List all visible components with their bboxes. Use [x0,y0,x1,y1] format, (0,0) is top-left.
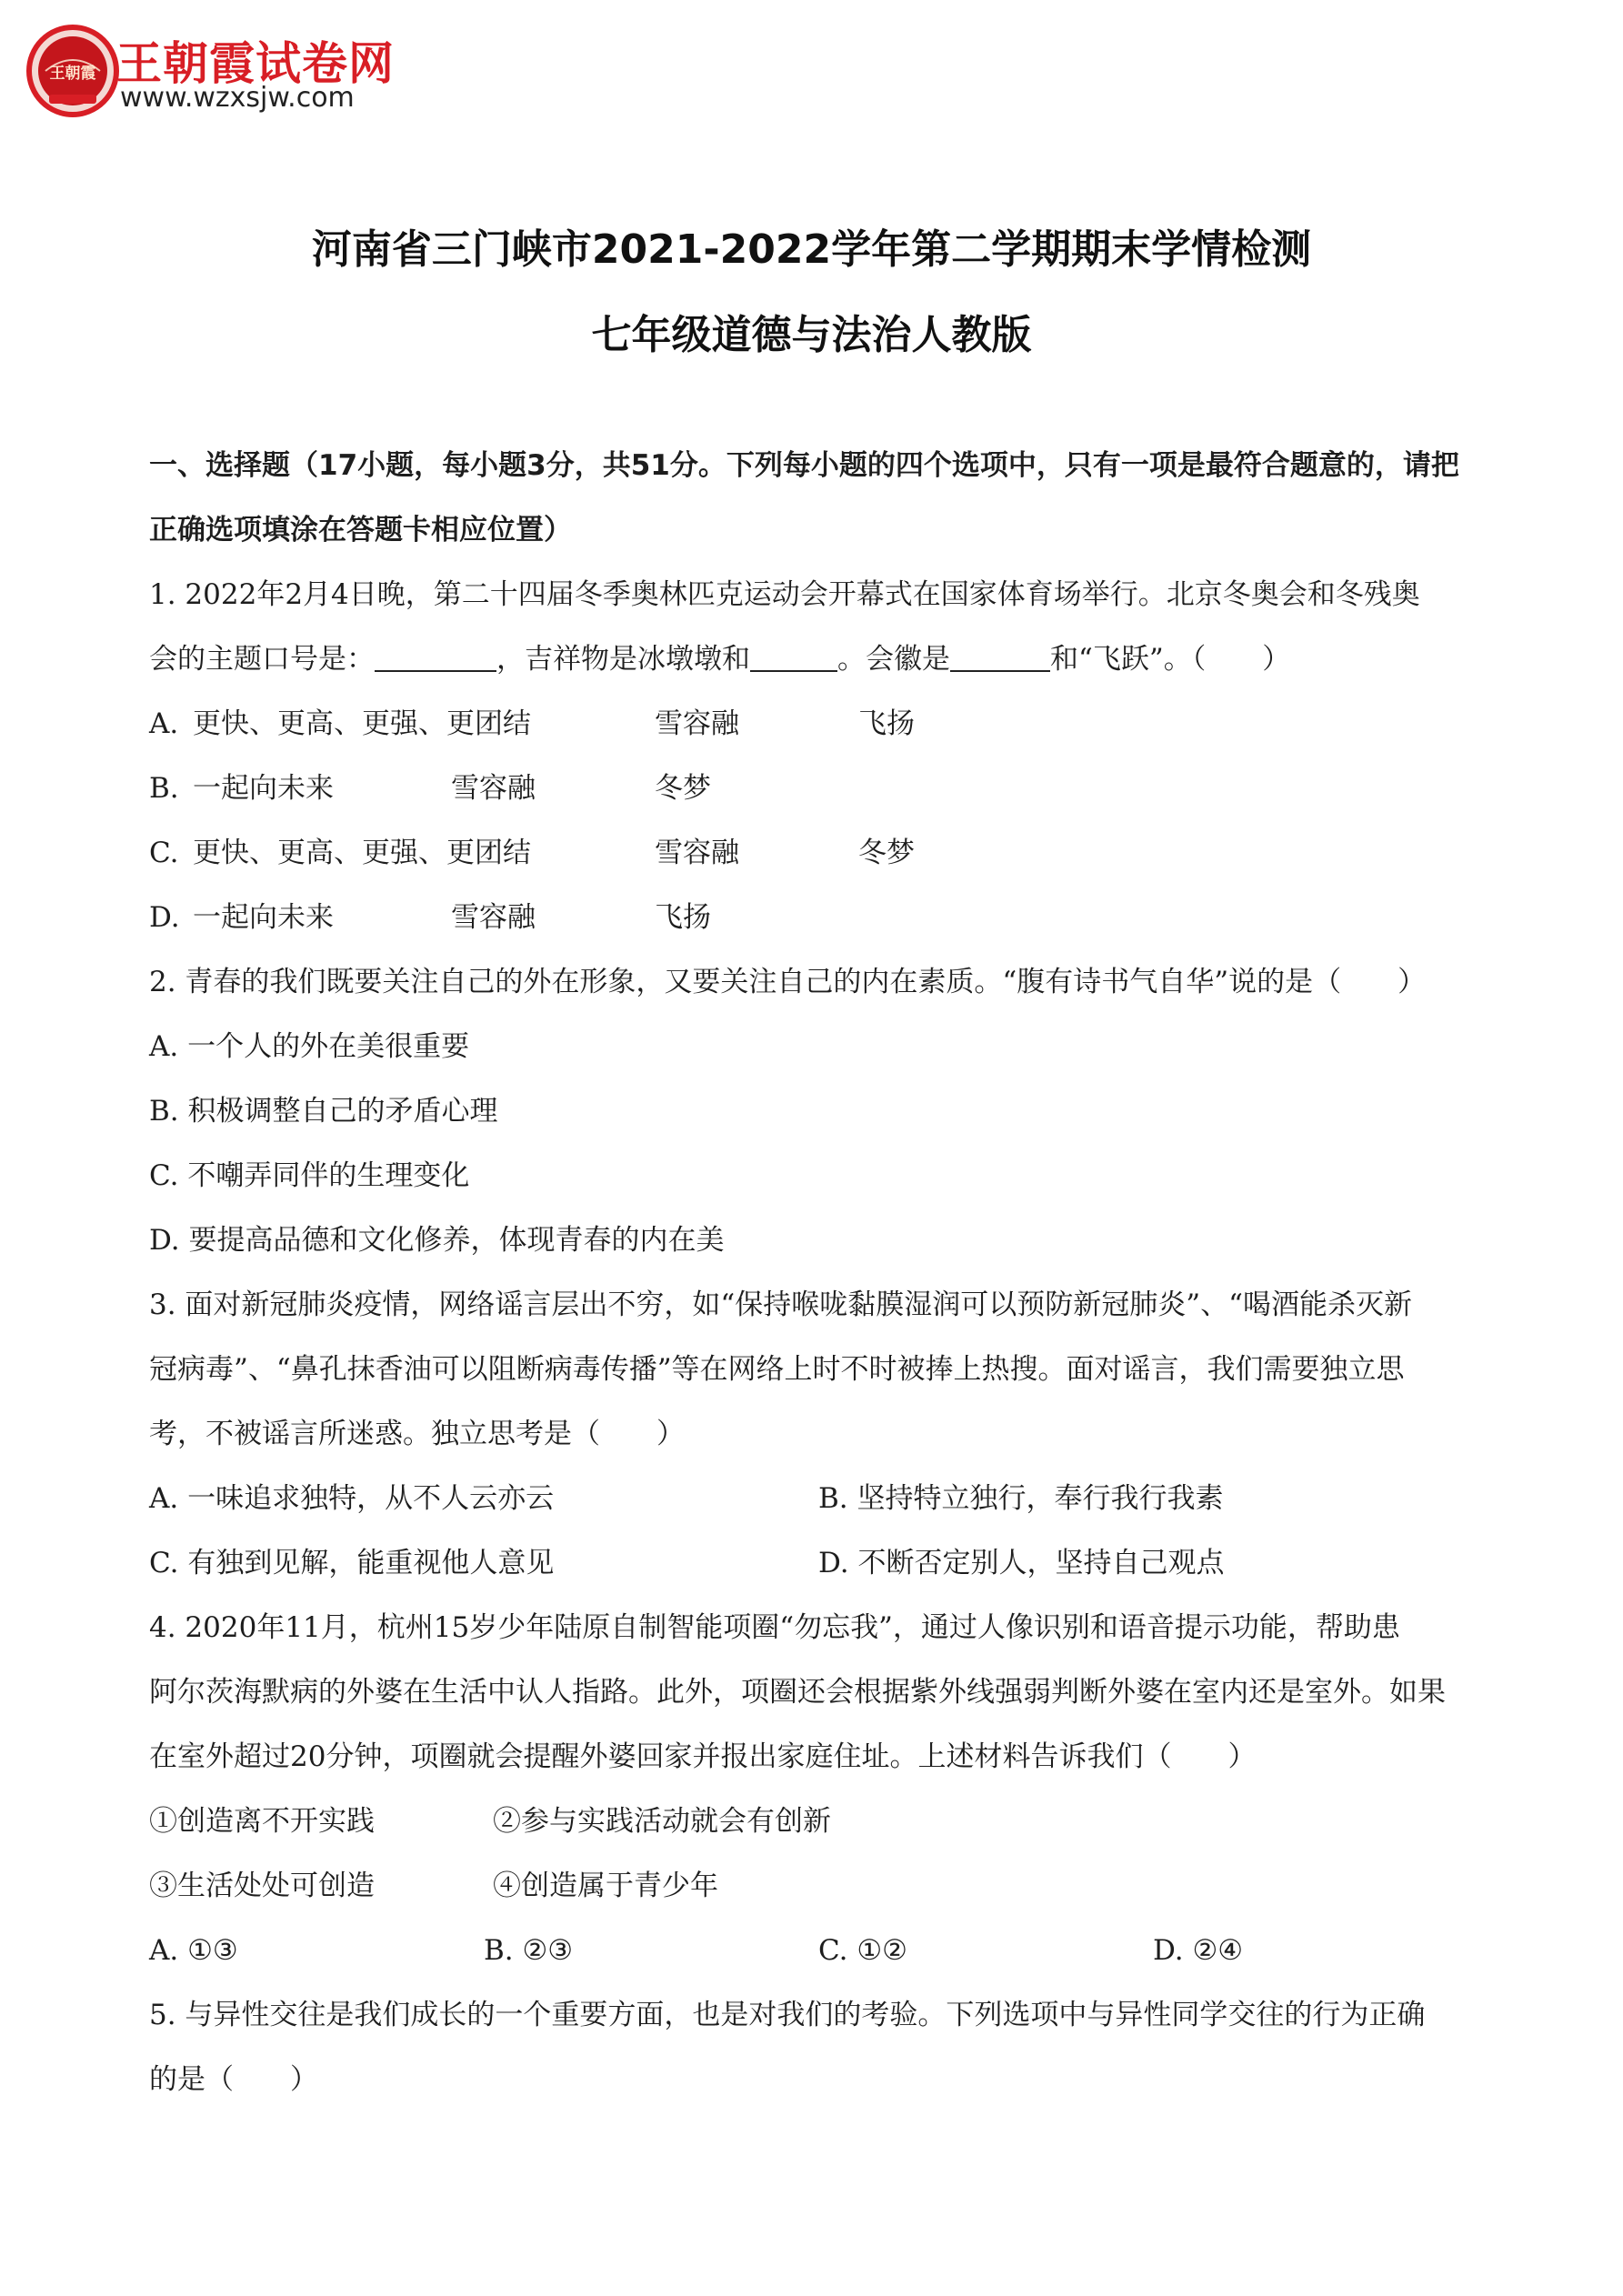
site-url[interactable]: www.wzxsjw.com [120,82,355,114]
question-3-stem-cont: 冠病毒”、“鼻孔抹香油可以阻断病毒传播”等在网络上时不时被捧上热搜。面对谣言，我们需要独立思 [149,1353,1405,1386]
question-2-option-b: B. 积极调整自己的矛盾心理 [149,1095,498,1128]
exam-title: 河南省三门峡市2021-2022学年第二学期期末学情检测 [311,226,1312,273]
question-3-option-c: C. 有独到见解，能重视他人意见 [149,1547,555,1579]
exam-page: 王朝霞 王朝霞试卷网 www.wzxsjw.com 河南省三门峡市2021-2022学年第二学期期末学情检测 七年级道德与法治人教版 一、选择题（17小题，每小题3分，共51分。下列每小题的四个选项中，只有一项是最符合题意的，请把 正确选项填涂在答题卡相应位置） 1. 2022年2月4日晚，第二十四届冬季奥林匹克运动会开幕式在国家体育场举行。北京冬奥会和冬残奥 会的主题口号是： ，吉祥物是冰墩墩和 。会徽是 和“飞跃”。（ ） A. 更快、更高、更强、更团结 雪容融 飞扬 B. 一起向未来 雪容融 冬梦 C. 更快、更高、更强、更团结 雪容融 冬梦 D. 一起向未来 雪容融 飞扬 2. 青春的我们既要关注自己的外在形象，又要关注自己的内在素质。“腹有诗书气自华”说的是（ ） A. 一个人的外在美很重要 B. 积极调整自己的矛盾心理 C. 不嘲弄同伴的生理变化 D. 要提高品德和文化修养，体现青春的内在美 3. 面对新冠肺炎疫情，网络谣言层出不穷，如“保持喉咙黏膜湿润可以预防新冠肺炎”、“喝酒能杀灭新 冠病毒”、“鼻孔抹香油可以阻断病毒传播”等在网络上时不时被捧上热搜。面对谣言，我们需要独立思 考，不被谣言所迷惑。独立思考是（ ） A. 一味追求独特，从不人云亦云 B. 坚持特立独行，奉行我行我素 C. 有独到见解，能重视他人意见 D. 不断否定别人，坚持自己观点 4. 2020年11月，杭州15岁少年陆原自制智能项圈“勿忘我”，通过人像识别和语音提示功能，帮助患 阿尔茨海默病的外婆在生活中认人指路。此外，项圈还会根据紫外线强弱判断外婆在室内还是室外。如果 在室外超过20分钟，项圈就会提醒外婆回家并报出家庭住址。上述材料告诉我们（ ） ①创造离不开实践 ②参与实践活动就会有创新 ③生活处处可创造 ④创造属于青少年 A. ①③ B. ②③ C. ①② D. ②④ 5. 与异性交往是我们成长的一个重要方面，也是对我们的考验。下列选项中与异性同学交往的行为正确 的是（ ） [0,0,1623,2296]
question-2-stem: 2. 青春的我们既要关注自己的外在形象，又要关注自己的内在素质。“腹有诗书气自华”说的是（ ） [149,966,1427,998]
seal-logo-icon [25,24,120,118]
question-2-option-a: A. 一个人的外在美很重要 [149,1030,470,1063]
statement-4: ④创造属于青少年 [493,1870,718,1902]
question-4-option-b: B. ②③ [484,1934,574,1967]
question-2-option-c: C. 不嘲弄同伴的生理变化 [149,1159,470,1192]
site-name: 王朝霞试卷网 [116,37,395,90]
question-3-option-d: D. 不断否定别人，坚持自己观点 [818,1547,1225,1579]
question-1-stem-cont: 会的主题口号是： ，吉祥物是冰墩墩和 。会徽是 和“飞跃”。（ ） [149,643,1291,676]
question-4-option-d: D. ②④ [1153,1934,1244,1967]
question-4-stem-end: 在室外超过20分钟，项圈就会提醒外婆回家并报出家庭住址。上述材料告诉我们（ ） [149,1740,1257,1773]
question-4-stem: 4. 2020年11月，杭州15岁少年陆原自制智能项圈“勿忘我”，通过人像识别和语音提示功能，帮助患 [149,1611,1400,1644]
statement-1: ①创造离不开实践 [149,1805,375,1838]
section-heading-cont: 正确选项填涂在答题卡相应位置） [149,514,572,546]
question-3-stem: 3. 面对新冠肺炎疫情，网络谣言层出不穷，如“保持喉咙黏膜湿润可以预防新冠肺炎”、“喝酒能杀灭新 [149,1288,1412,1321]
answer-blank [375,643,496,672]
answer-blank [950,643,1050,672]
question-5-stem-end: 的是（ ） [149,2063,318,2096]
question-4-option-c: C. ①② [818,1934,907,1967]
site-logo[interactable] [25,22,407,122]
exam-subtitle: 七年级道德与法治人教版 [591,312,1032,358]
question-3-option-b: B. 坚持特立独行，奉行我行我素 [818,1482,1224,1515]
statement-3: ③生活处处可创造 [149,1870,375,1902]
section-heading: 一、选择题（17小题，每小题3分，共51分。下列每小题的四个选项中，只有一项是最符合题意的，请把 [149,449,1459,482]
question-1-stem: 1. 2022年2月4日晚，第二十四届冬季奥林匹克运动会开幕式在国家体育场举行。北京冬奥会和冬残奥 [149,578,1420,611]
seal-text: 王朝霞 [49,65,96,83]
question-3-stem-end: 考，不被谣言所迷惑。独立思考是（ ） [149,1418,685,1450]
question-5-stem: 5. 与异性交往是我们成长的一个重要方面，也是对我们的考验。下列选项中与异性同学交往的行为正确 [149,1999,1426,2031]
question-2-option-d: D. 要提高品德和文化修养，体现青春的内在美 [149,1224,725,1257]
question-4-stem-cont: 阿尔茨海默病的外婆在生活中认人指路。此外，项圈还会根据紫外线强弱判断外婆在室内还是室外。如果 [149,1676,1446,1709]
question-4-option-a: A. ①③ [149,1934,238,1967]
answer-blank [750,643,837,672]
question-3-option-a: A. 一味追求独特，从不人云亦云 [149,1482,555,1515]
statement-2: ②参与实践活动就会有创新 [493,1805,831,1838]
